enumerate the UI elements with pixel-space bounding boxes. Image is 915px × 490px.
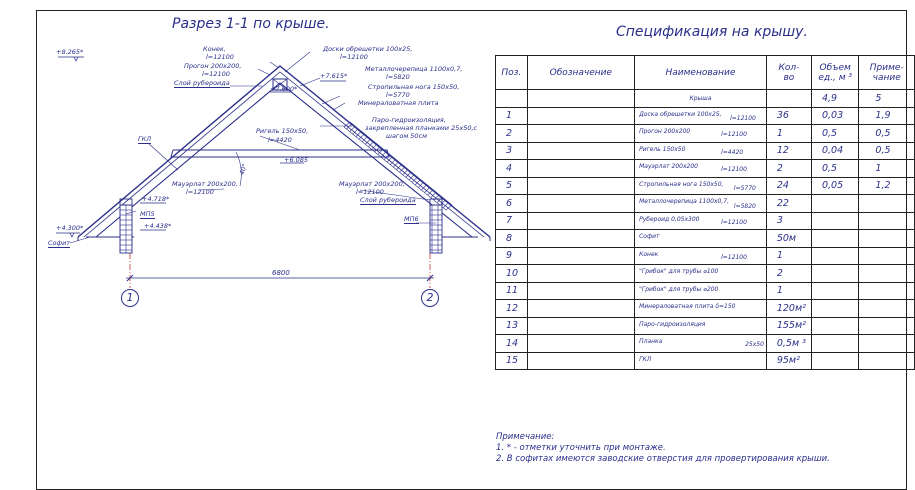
row-note bbox=[859, 195, 915, 213]
row-volume bbox=[811, 265, 858, 283]
row-length: l=4420 bbox=[721, 148, 744, 156]
row-note bbox=[859, 335, 915, 353]
spec-row bbox=[496, 177, 915, 195]
spec-title: Спецификация на крышу. bbox=[616, 24, 808, 40]
row-volume bbox=[811, 335, 858, 353]
row-length: l=12100 bbox=[721, 166, 747, 173]
row-name: "Грибок" для трубы ⌀100 bbox=[639, 268, 719, 275]
label-mp6: МП6 bbox=[404, 215, 419, 223]
row-pos: 12 bbox=[496, 300, 528, 318]
row-pos: 2 bbox=[496, 125, 528, 143]
row-designation bbox=[527, 142, 635, 160]
section-title: Разрез 1-1 по крыше. bbox=[172, 16, 330, 32]
row-note bbox=[859, 247, 915, 265]
label-ridge: Конек, bbox=[203, 45, 226, 53]
spec-row bbox=[496, 265, 915, 283]
row-name: Мауэрлат 200х200 bbox=[639, 163, 698, 170]
row-pos: 15 bbox=[496, 352, 528, 370]
row-volume bbox=[811, 230, 858, 248]
right-wall bbox=[430, 205, 442, 253]
row-name-cell bbox=[635, 195, 767, 213]
row-pos: 4 bbox=[496, 160, 528, 178]
span-dimension: 6800 bbox=[272, 269, 290, 277]
axis-marker-1: 1 bbox=[121, 289, 139, 307]
spec-row bbox=[496, 107, 915, 125]
level-crossbar: +6.085 bbox=[284, 156, 309, 164]
row-volume bbox=[811, 195, 858, 213]
row-name: Конек bbox=[639, 250, 659, 258]
row-quantity: 2 bbox=[766, 160, 811, 178]
label-purlin: Прогон 200х200, bbox=[184, 62, 242, 70]
row-name-cell bbox=[635, 107, 767, 125]
row-name-cell bbox=[635, 300, 767, 318]
header-pos: Поз. bbox=[496, 56, 528, 90]
row-name-cell bbox=[635, 160, 767, 178]
row-volume: 0,04 bbox=[811, 142, 858, 160]
left-wall bbox=[120, 205, 132, 253]
row-designation bbox=[527, 107, 635, 125]
label-ridge-length: l=12100 bbox=[206, 53, 234, 61]
label-mauerlat-left: Мауэрлат 200х200, bbox=[172, 180, 238, 188]
row-name-cell bbox=[635, 212, 767, 230]
row-designation bbox=[527, 195, 635, 213]
label-mineral-wool: Минераловатная плита bbox=[358, 99, 439, 107]
row-quantity: 50м bbox=[766, 230, 811, 248]
row-name-cell bbox=[635, 317, 767, 335]
level-eave: +4.300* bbox=[56, 224, 84, 232]
row-name-cell bbox=[635, 335, 767, 353]
row-name: ГКЛ bbox=[639, 355, 652, 363]
label-vapor-3: шагом 50см bbox=[386, 132, 428, 140]
header-note-1: Приме- bbox=[869, 62, 904, 73]
row-name: Доска обрешетки 100х25, bbox=[639, 110, 722, 118]
row-length: l=12100 bbox=[721, 253, 747, 261]
row-pos: 10 bbox=[496, 265, 528, 283]
roof-angle: 40° bbox=[237, 162, 250, 177]
row-volume bbox=[811, 247, 858, 265]
row-volume bbox=[811, 212, 858, 230]
row-pos: 3 bbox=[496, 142, 528, 160]
spec-row bbox=[496, 317, 915, 335]
row-note bbox=[859, 317, 915, 335]
row-volume: 0,05 bbox=[811, 177, 858, 195]
row-designation bbox=[527, 352, 635, 370]
row-length: l=5770 bbox=[733, 185, 756, 192]
row-quantity: 24 bbox=[766, 177, 811, 195]
label-rafter-length: l=5770 bbox=[386, 91, 410, 99]
row-length: l=12100 bbox=[721, 218, 747, 226]
row-name-cell bbox=[635, 265, 767, 283]
row-pos: 7 bbox=[496, 212, 528, 230]
row-volume: 0,5 bbox=[811, 125, 858, 143]
spec-row bbox=[496, 352, 915, 370]
row-quantity: 0,5м ³ bbox=[766, 335, 811, 353]
row-designation bbox=[527, 230, 635, 248]
header-name: Наименование bbox=[635, 56, 767, 90]
row-designation bbox=[527, 335, 635, 353]
row-quantity: 1 bbox=[766, 247, 811, 265]
row-volume bbox=[811, 317, 858, 335]
row-designation bbox=[527, 247, 635, 265]
total-volume: 4,9 bbox=[811, 90, 858, 108]
spec-row bbox=[496, 282, 915, 300]
row-designation bbox=[527, 212, 635, 230]
label-gkl: ГКЛ bbox=[138, 135, 152, 143]
header-qty-2: во bbox=[783, 72, 795, 83]
row-pos: 11 bbox=[496, 282, 528, 300]
spec-table bbox=[495, 55, 915, 370]
row-name: Софит bbox=[639, 233, 660, 240]
row-quantity: 95м² bbox=[766, 352, 811, 370]
row-name-cell bbox=[635, 177, 767, 195]
spec-row bbox=[496, 230, 915, 248]
row-note: 1,2 bbox=[859, 177, 915, 195]
level-top-left: +8.265* bbox=[56, 48, 84, 56]
row-designation bbox=[527, 125, 635, 143]
row-designation bbox=[527, 265, 635, 283]
spec-row bbox=[496, 142, 915, 160]
notes-block bbox=[496, 432, 830, 465]
row-name: Рубероид 0,05х300 bbox=[639, 215, 700, 223]
row-volume bbox=[811, 300, 858, 318]
row-designation bbox=[527, 160, 635, 178]
row-name: "Грибок" для трубы ⌀200 bbox=[639, 285, 719, 293]
notes-line-1: 1. * - отметки уточнить при монтаже. bbox=[496, 443, 666, 453]
row-length: l=12100 bbox=[730, 115, 756, 122]
row-pos: 13 bbox=[496, 317, 528, 335]
row-designation bbox=[527, 300, 635, 318]
label-vapor-1: Паро-гидроизоляция, bbox=[372, 116, 446, 124]
row-name-cell bbox=[635, 282, 767, 300]
level-mauerlat: +4.718* bbox=[142, 195, 170, 203]
label-vapor-2: закрепленная планками 25х50,с bbox=[365, 124, 478, 132]
header-designation: Обозначение bbox=[527, 56, 635, 90]
row-name: Паро-гидроизоляция bbox=[639, 320, 706, 328]
header-vol-1: Объем bbox=[819, 62, 851, 73]
row-note bbox=[859, 230, 915, 248]
row-length: l=5820 bbox=[733, 202, 756, 210]
row-name-cell bbox=[635, 142, 767, 160]
spec-total-row bbox=[496, 90, 915, 108]
label-sheathing-length: l=12100 bbox=[340, 53, 368, 61]
row-designation bbox=[527, 317, 635, 335]
label-crossbar-length: l=4420 bbox=[268, 136, 292, 144]
label-sheathing: Доски обрешетки 100х25, bbox=[323, 45, 413, 53]
row-name: Планка bbox=[639, 338, 663, 345]
row-name: Прогон 200х200 bbox=[639, 128, 691, 135]
label-soffit: Софит bbox=[48, 239, 71, 247]
total-name: Крыша bbox=[635, 90, 767, 108]
label-metal-tile: Металлочерепица 1100х0,7, bbox=[365, 65, 463, 73]
row-name-cell bbox=[635, 230, 767, 248]
row-note bbox=[859, 282, 915, 300]
header-note bbox=[859, 56, 915, 90]
row-note: 0,5 bbox=[859, 125, 915, 143]
row-name-cell bbox=[635, 247, 767, 265]
spec-row bbox=[496, 195, 915, 213]
row-note: 1,9 bbox=[859, 107, 915, 125]
row-quantity: 22 bbox=[766, 195, 811, 213]
row-pos: 8 bbox=[496, 230, 528, 248]
row-pos: 1 bbox=[496, 107, 528, 125]
row-name: Ригель 150х50 bbox=[639, 145, 686, 153]
row-quantity: 36 bbox=[766, 107, 811, 125]
row-name-cell bbox=[635, 352, 767, 370]
row-name: Минераловатная плита δ=150 bbox=[639, 303, 736, 310]
row-note bbox=[859, 352, 915, 370]
header-qty bbox=[766, 56, 811, 90]
label-crossbar: Ригель 150х50, bbox=[256, 127, 309, 135]
label-purlin-length: l=12100 bbox=[202, 70, 230, 78]
label-roofing-felt-right: Слой рубероида bbox=[360, 196, 416, 204]
spec-header-row bbox=[496, 56, 915, 90]
axis-marker-2: 2 bbox=[421, 289, 439, 307]
row-pos: 5 bbox=[496, 177, 528, 195]
level-ridge-inner: +7.600* bbox=[270, 85, 298, 93]
level-plate: +4.438* bbox=[144, 222, 172, 230]
row-volume: 0,5 bbox=[811, 160, 858, 178]
header-volume bbox=[811, 56, 858, 90]
spec-row bbox=[496, 247, 915, 265]
row-note: 0,5 bbox=[859, 142, 915, 160]
label-mp5: МП5 bbox=[140, 210, 155, 218]
header-qty-1: Кол- bbox=[778, 62, 800, 73]
row-quantity: 12 bbox=[766, 142, 811, 160]
row-designation bbox=[527, 282, 635, 300]
header-vol-2: ед., м ³ bbox=[818, 72, 852, 83]
spec-row bbox=[496, 160, 915, 178]
row-volume bbox=[811, 282, 858, 300]
row-quantity: 3 bbox=[766, 212, 811, 230]
label-rafter: Стропильная нога 150х50, bbox=[368, 83, 460, 91]
row-quantity: 120м² bbox=[766, 300, 811, 318]
row-note bbox=[859, 265, 915, 283]
notes-line-2: 2. В софитах имеются заводские отверстия для провертирования крыши. bbox=[496, 454, 830, 464]
notes-heading: Примечание: bbox=[496, 432, 555, 442]
spec-row bbox=[496, 300, 915, 318]
label-roofing-felt: Слой рубероида bbox=[174, 79, 230, 87]
row-designation bbox=[527, 177, 635, 195]
row-quantity: 2 bbox=[766, 265, 811, 283]
spec-row bbox=[496, 125, 915, 143]
row-pos: 6 bbox=[496, 195, 528, 213]
row-quantity: 1 bbox=[766, 282, 811, 300]
row-quantity: 1 bbox=[766, 125, 811, 143]
label-mauerlat-right: Мауэрлат 200х200, bbox=[339, 180, 405, 188]
label-metal-tile-length: l=5820 bbox=[386, 73, 410, 81]
total-note: 5 bbox=[859, 90, 915, 108]
row-name: Металлочерепица 1100х0,7, bbox=[639, 198, 729, 205]
row-note bbox=[859, 212, 915, 230]
label-mauerlat-right-length: l=12100 bbox=[356, 188, 384, 196]
label-mauerlat-left-length: l=12100 bbox=[186, 188, 214, 196]
spec-row bbox=[496, 212, 915, 230]
row-volume bbox=[811, 352, 858, 370]
row-quantity: 155м² bbox=[766, 317, 811, 335]
row-volume: 0,03 bbox=[811, 107, 858, 125]
row-length: 25х50 bbox=[745, 341, 764, 348]
row-pos: 9 bbox=[496, 247, 528, 265]
row-name-cell bbox=[635, 125, 767, 143]
header-note-2: чание bbox=[872, 72, 901, 83]
level-ridge-top: +7.615* bbox=[320, 72, 348, 80]
row-note bbox=[859, 300, 915, 318]
row-length: l=12100 bbox=[721, 131, 747, 138]
row-pos: 14 bbox=[496, 335, 528, 353]
row-name: Стропильная нога 150х50, bbox=[639, 180, 724, 188]
spec-row bbox=[496, 335, 915, 353]
crossbar-beam bbox=[171, 150, 389, 157]
row-note: 1 bbox=[859, 160, 915, 178]
